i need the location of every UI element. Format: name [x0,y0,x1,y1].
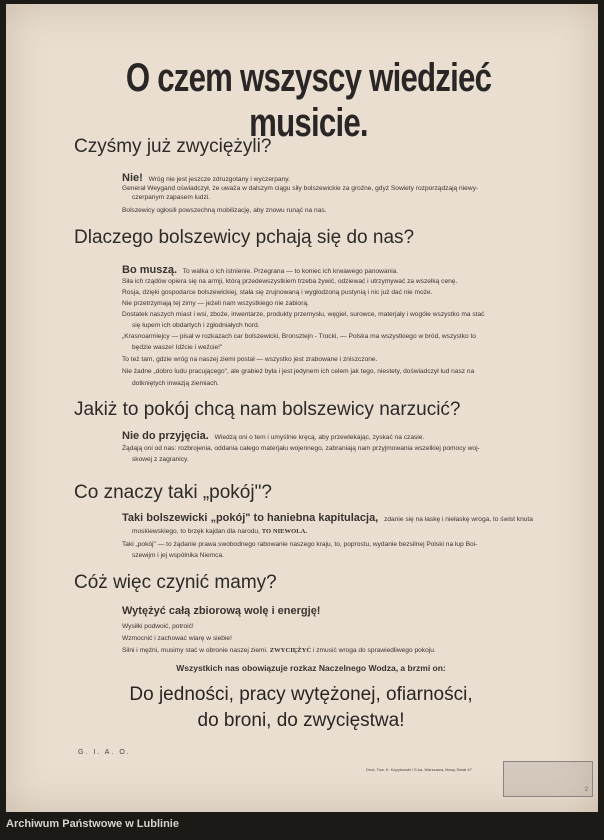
section-1-line: Nie! Wróg nie jest jeszcze zdruzgotany i wyczerpany. [122,172,290,184]
section-2-line: Nie żadne „dobro ludu pracującego", ale grabież była i jest jedynem ich celem jak tego, niestety, doświadczył lud nasz na [122,368,475,375]
section-heading-1: Czyśmy już zwyciężyli? [74,136,272,157]
section-5-line: Wzmocnić i zachować wiarę w siebie! [122,635,232,642]
section-heading-5: Cóż więc czynić mamy? [74,572,277,593]
section-2-line: Rosja, dzięki gospodarce bolszewickiej, stała się zrujnowaną i wygłodzoną pustynią i nic już dać nie może. [122,289,433,296]
section-2-line: będzie wasze! Idźcie i weźcie!" [132,344,223,351]
section-2-line: Siła ich rządów opiera się na armji, którą przedewszystkiem trzeba żywić, odziewać i utrzymywać za wszelką cenę. [122,278,458,285]
poster [6,4,598,812]
section-3-line: Żądają oni od nas: rozbrojenia, oddania całego materjału wojennego, zabraniają nam przyjmowania wszelkiej pomocy woj- [122,445,480,452]
section-4-line: szewijm i jej wspólnika Niemca. [132,552,224,559]
stamp-code: 2 [584,787,588,793]
archive-stamp [503,761,593,797]
signature: G. I. A. O. [78,749,131,756]
zwyciezyc-text: ZWYCIĘŻYĆ [269,647,312,654]
section-4-line: Taki bolszewicki „pokój" to haniebna kapitulacja, zdanie się na łaskę i niełaskę wroga, to świst knuta [122,512,533,524]
section-3-line: Nie do przyjęcia. Wiedzą oni o tem i umyślnie kręcą, aby przewlekając, zyskać na czasie. [122,430,425,442]
section-2-line: „Krasnoarmiejcy — pisał w rozkazach car bolszewicki, Bronsztejn - Trocki, — Polska ma wszystkiego w bród, wszystko to [122,333,476,340]
section-1-line: Bolszewicy ogłosili powszechną mobilizację, aby znowu runąć na nas. [122,207,327,214]
section-3-lead: Nie do przyjęcia. [122,430,209,442]
slogan-line-1: Do jedności, pracy wytężonej, ofiarności, [129,684,473,705]
section-2-line: Bo muszą. To walka o ich istnienie. Przegrana — to koniec ich krwawego panowania. [122,264,399,276]
to-niewola-text: TO NIEWOLA. [261,528,308,535]
section-3-line: skowej z zagranicy. [132,456,189,463]
poster-title: O czem wszyscy wiedzieć musicie. [125,56,492,145]
section-2-line: się łupem ich obdartych i zgłodniałych hord. [132,322,260,329]
section-2-line: dotkniętych inwazją ziemiach. [132,380,219,387]
section-2-lead: Bo muszą. [122,264,178,276]
section-2-line: Nie przetrzymają tej zimy — jeżeli nam wszystkiego nie zabiorą. [122,300,309,307]
section-1-line: Generał Weygand oświadczył, że uważa w dalszym ciągu siły bolszewickie za groźne, gdyż Sowiety rozporządzają niewy- [122,185,479,192]
section-1-lead: Nie! [122,172,143,184]
section-2-line: Dostatek naszych miast i wsi, zboże, inwentarze, produkty przemysłu, węgiel, surowce, materjały i wogóle wszystko ma stać [122,311,485,318]
section-5-line: Wysiłki podwoić, potroić! [122,623,194,630]
printer-imprint: Druk. Tow. K. Kopytowski i S-ka, Warszawa, Nowy-Świat 47 [366,767,472,772]
section-2-line: To też tam, gdzie wróg na naszej ziemi postał — wszystko jest zrabowane i zniszczone. [122,356,378,363]
section-heading-2: Dlaczego bolszewicy pchają się do nas? [74,227,415,248]
slogan-line-2: do broni, do zwycięstwa! [197,710,405,731]
archive-name: Archiwum Państwowe w Lublinie [6,818,179,830]
order-line: Wszystkich nas obowiązuje rozkaz Naczelnego Wodza, a brzmi on: [176,663,446,673]
section-5-lead-line [122,607,540,617]
archive-footer [0,812,604,840]
section-1-line: czerpanym zapasem ludzi. [132,194,211,201]
section-5-lead: Wytężyć całą zbiorową wolę i energję! [122,605,321,617]
section-4-line: moskiewskiego, to brzęk kajdan dla narodu, TO NIEWOLA. [132,528,308,535]
section-heading-3: Jakiż to pokój chcą nam bolszewicy narzucić? [74,399,461,420]
section-heading-4: Co znaczy taki „pokój"? [74,482,272,503]
section-4-lead: Taki bolszewicki „pokój" to haniebna kapitulacja, [122,512,379,524]
section-4-line: Taki „pokój" — to żądanie prawa swobodnego rabowanie naszego kraju, to, poprostu, wydanie bezsilnej Polski na łup Boi- [122,541,478,548]
section-5-line: Silni i mężni, musimy stać w obronie naszej ziemi. ZWYCIĘŻYĆ i zmusić wroga do sprawiedliwego pokoju. [122,647,436,654]
